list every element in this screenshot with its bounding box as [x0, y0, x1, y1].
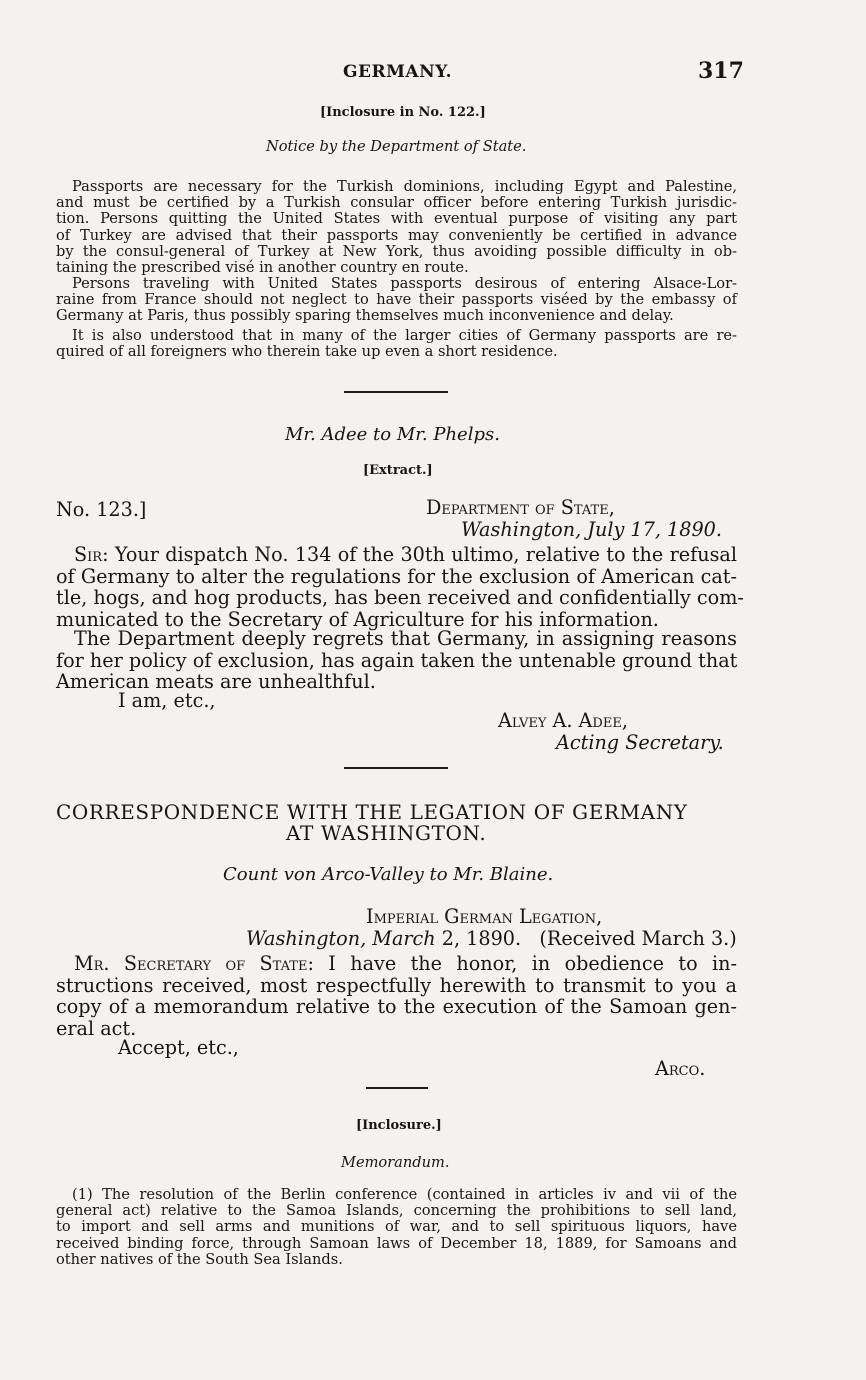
date-text: Washington, July 17, 1890. — [461, 518, 722, 541]
text-line: Germany at Paris, thus possibly sparing themselves much inconvenience and delay. — [56, 307, 674, 325]
text-segment: Your dispatch No. 134 of the 30th ultimo, relative to the refusal — [108, 543, 737, 566]
text-line: (1) The resolution of the Berlin conference (contained in articles iv and vii of the — [72, 1186, 737, 1203]
text-line: municated to the Secretary of Agriculture for his information. — [56, 607, 659, 631]
letter-date — [246, 928, 737, 950]
dispatch-number: No. 123.] — [56, 498, 147, 521]
running-title: GERMANY. — [343, 62, 453, 82]
letter-paragraph-1 — [56, 953, 737, 1039]
text-line — [56, 953, 737, 975]
closing: I am, etc., — [118, 689, 216, 712]
signer-title: Acting Secretary. — [556, 731, 724, 754]
notice-title: Notice by the Department of State. — [266, 138, 527, 155]
letter-paragraph-1 — [56, 543, 744, 631]
section-heading-line-2: AT WASHINGTON. — [286, 821, 487, 845]
text-line: of Turkey are advised that their passports may conveniently be certified in advance — [56, 226, 737, 244]
text-line: copy of a memorandum relative to the execution of the Samoan gen- — [56, 995, 737, 1018]
letter-title: Count von Arco-Valley to Mr. Blaine. — [223, 864, 554, 885]
text-line: other natives of the South Sea Islands. — [56, 1250, 343, 1268]
text-line: and must be certified by a Turkish consular officer before entering Turkish jurisdic- — [56, 194, 737, 212]
signer-name: Arco. — [655, 1057, 706, 1080]
text-line: structions received, most respectfully herewith to transmit to you a — [56, 973, 737, 997]
sender-office: Department of State, — [426, 496, 615, 519]
text-line: by the consul-general of Turkey at New York, thus avoiding possible difficulty in ob- — [56, 242, 737, 260]
text-line: tion. Persons quitting the United States with eventual purpose of visiting any part — [56, 210, 737, 228]
text-line: Persons traveling with United States passports desirous of entering Alsace-Lor- — [72, 275, 737, 292]
page-number: 317 — [698, 58, 744, 84]
notice-paragraph-2 — [56, 276, 737, 325]
section-divider — [344, 767, 448, 769]
text-line: tle, hogs, and hog products, has been received and confidentially com- — [56, 586, 744, 609]
date-rest: 2, 1890. (Received March 3.) — [435, 927, 737, 950]
memorandum-paragraph-1 — [56, 1187, 737, 1268]
signer-name: Alvey A. Adee, — [498, 709, 628, 732]
text-line: The Department deeply regrets that Germany, in assigning reasons — [74, 627, 737, 650]
text-line: general act) relative to the Samoa Islands, concerning the prohibitions to sell land, — [56, 1202, 737, 1220]
text-line: Passports are necessary for the Turkish dominions, including Egypt and Palestine, — [72, 178, 737, 195]
text-line: raine from France should not neglect to have their passports viséed by the embassy of — [56, 291, 737, 309]
text-line: It is also understood that in many of the larger cities of Germany passports are re- — [72, 327, 737, 344]
text-line: received binding force, through Samoan laws of December 18, 1889, for Samoans and — [56, 1234, 737, 1252]
inclosure-label: [Inclosure.] — [356, 1118, 442, 1133]
salutation: Mr. Secretary of State: — [74, 952, 314, 975]
text-line — [56, 544, 737, 566]
letter-title: Mr. Adee to Mr. Phelps. — [285, 424, 500, 445]
closing: Accept, etc., — [118, 1036, 239, 1059]
section-divider — [366, 1087, 428, 1089]
text-line: for her policy of exclusion, has again taken the untenable ground that — [56, 648, 738, 672]
memorandum-title: Memorandum. — [341, 1154, 450, 1171]
letter-paragraph-2 — [56, 628, 737, 693]
date-italic: Washington, March — [246, 927, 436, 950]
text-segment: I have the honor, in obedience to in- — [313, 952, 737, 975]
salutation: Sir: — [74, 543, 109, 566]
notice-paragraph-1 — [56, 179, 737, 276]
text-line: eral act. — [56, 1016, 137, 1040]
section-divider — [344, 391, 448, 393]
extract-note: [Extract.] — [363, 463, 433, 478]
text-line: American meats are unhealthful. — [56, 670, 376, 693]
letter-date — [461, 519, 722, 541]
section-heading-line-1: CORRESPONDENCE WITH THE LEGATION OF GERMANY — [56, 800, 688, 824]
text-line: of Germany to alter the regulations for the exclusion of American cat- — [56, 564, 737, 588]
text-line: taining the prescribed visé in another country en route. — [56, 258, 469, 276]
inclosure-label: [Inclosure in No. 122.] — [320, 105, 486, 120]
sender-office: Imperial German Legation, — [366, 905, 603, 928]
text-line: quired of all foreigners who therein take up even a short residence. — [56, 343, 558, 361]
notice-paragraph-3 — [56, 328, 737, 360]
text-line: to import and sell arms and munitions of war, and to sell spirituous liquors, have — [56, 1218, 737, 1236]
